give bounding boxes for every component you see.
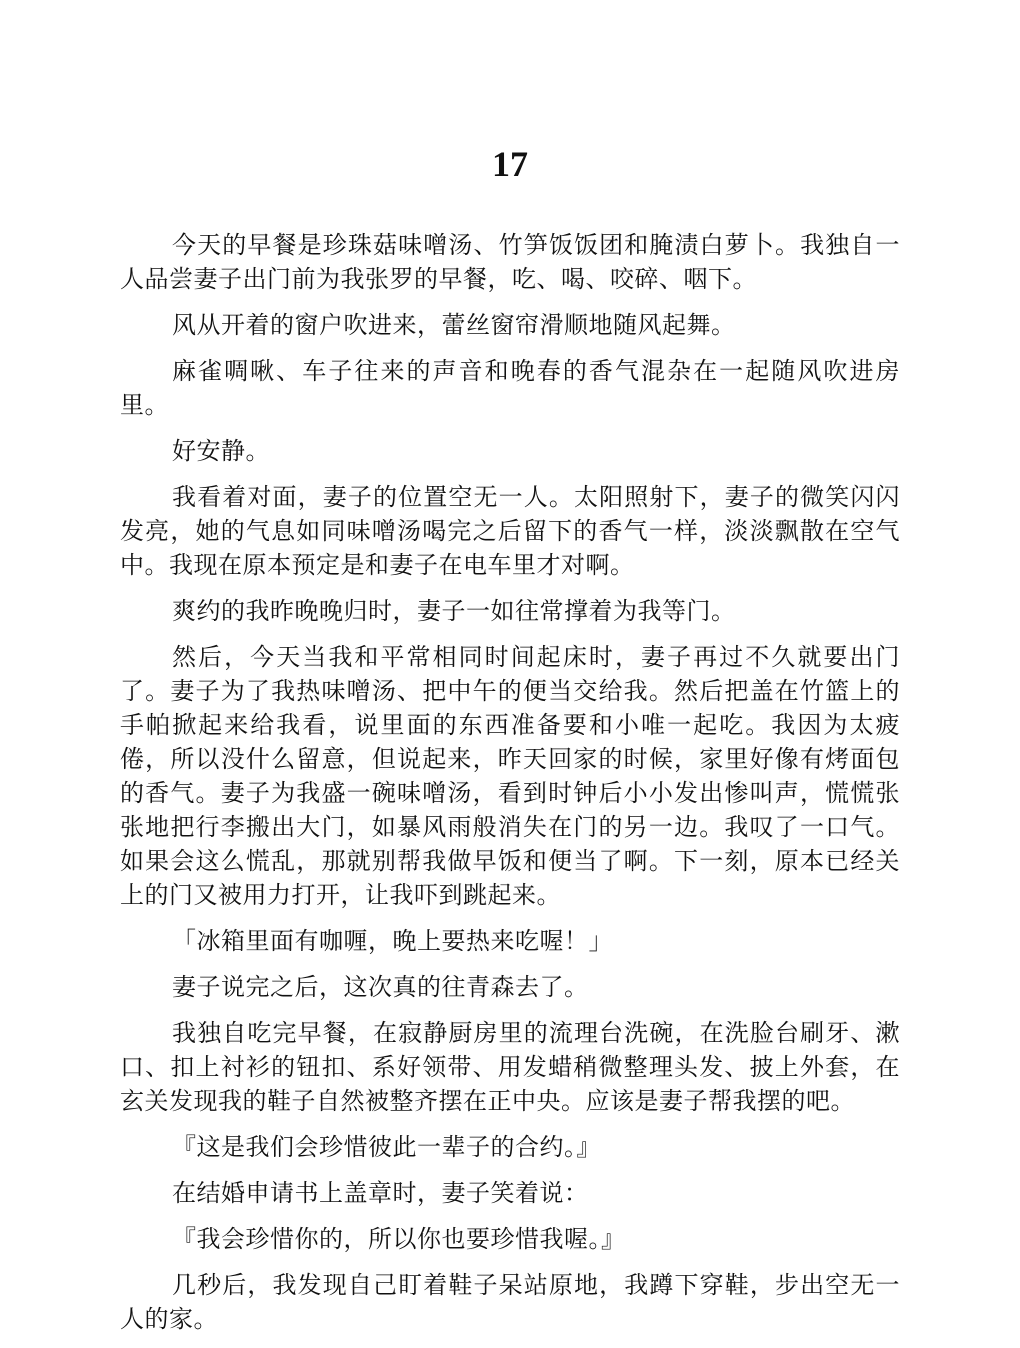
paragraph: 麻雀啁啾、车子往来的声音和晚春的香气混杂在一起随风吹进房里。 — [120, 357, 900, 419]
paragraph: 我独自吃完早餐，在寂静厨房里的流理台洗碗，在洗脸台刷牙、漱口、扣上衬衫的钮扣、系好领带、用发蜡稍微整理头发、披上外套，在玄关发现我的鞋子自然被整齐摆在正中央。应该是妻子帮我摆的吧。 — [120, 1019, 900, 1115]
paragraph: 好安静。 — [172, 437, 270, 465]
paragraph: 然后，今天当我和平常相同时间起床时，妻子再过不久就要出门了。妻子为了我热味噌汤、把中午的便当交给我。然后把盖在竹篮上的手帕掀起来给我看，说里面的东西准备要和小唯一起吃。我因为太疲倦，所以没什么留意，但说起来，昨天回家的时候，家里好像有烤面包的香气。妻子为我盛一碗味噌汤，看到时钟后小小发出惨叫声，慌慌张张地把行李搬出大门，如暴风雨般消失在门的另一边。我叹了一口气。如果会这么慌乱，那就别帮我做早饭和便当了啊。下一刻，原本已经关上的门又被用力打开，让我吓到跳起来。 — [120, 643, 900, 909]
chapter-number: 17 — [492, 144, 528, 184]
paragraph: 今天的早餐是珍珠菇味噌汤、竹笋饭饭团和腌渍白萝卜。我独自一人品尝妻子出门前为我张罗的早餐，吃、喝、咬碎、咽下。 — [120, 231, 900, 293]
chapter-body — [120, 228, 900, 1348]
paragraph: 爽约的我昨晚晚归时，妻子一如往常撑着为我等门。 — [172, 597, 736, 625]
paragraph: 妻子说完之后，这次真的往青森去了。 — [172, 973, 589, 1001]
paragraph: 我看着对面，妻子的位置空无一人。太阳照射下，妻子的微笑闪闪发亮，她的气息如同味噌汤喝完之后留下的香气一样，淡淡飘散在空气中。我现在原本预定是和妻子在电车里才对啊。 — [120, 483, 900, 579]
dialogue-line: 「冰箱里面有咖喱，晚上要热来吃喔！」 — [172, 927, 613, 955]
quoted-line: 『这是我们会珍惜彼此一辈子的合约。』 — [172, 1133, 601, 1161]
paragraph: 在结婚申请书上盖章时，妻子笑着说： — [172, 1179, 589, 1207]
quoted-line: 『我会珍惜你的，所以你也要珍惜我喔。』 — [172, 1225, 626, 1253]
paragraph: 风从开着的窗户吹进来，蕾丝窗帘滑顺地随风起舞。 — [172, 311, 736, 339]
paragraph: 几秒后，我发现自己盯着鞋子呆站原地，我蹲下穿鞋，步出空无一人的家。 — [120, 1271, 900, 1333]
